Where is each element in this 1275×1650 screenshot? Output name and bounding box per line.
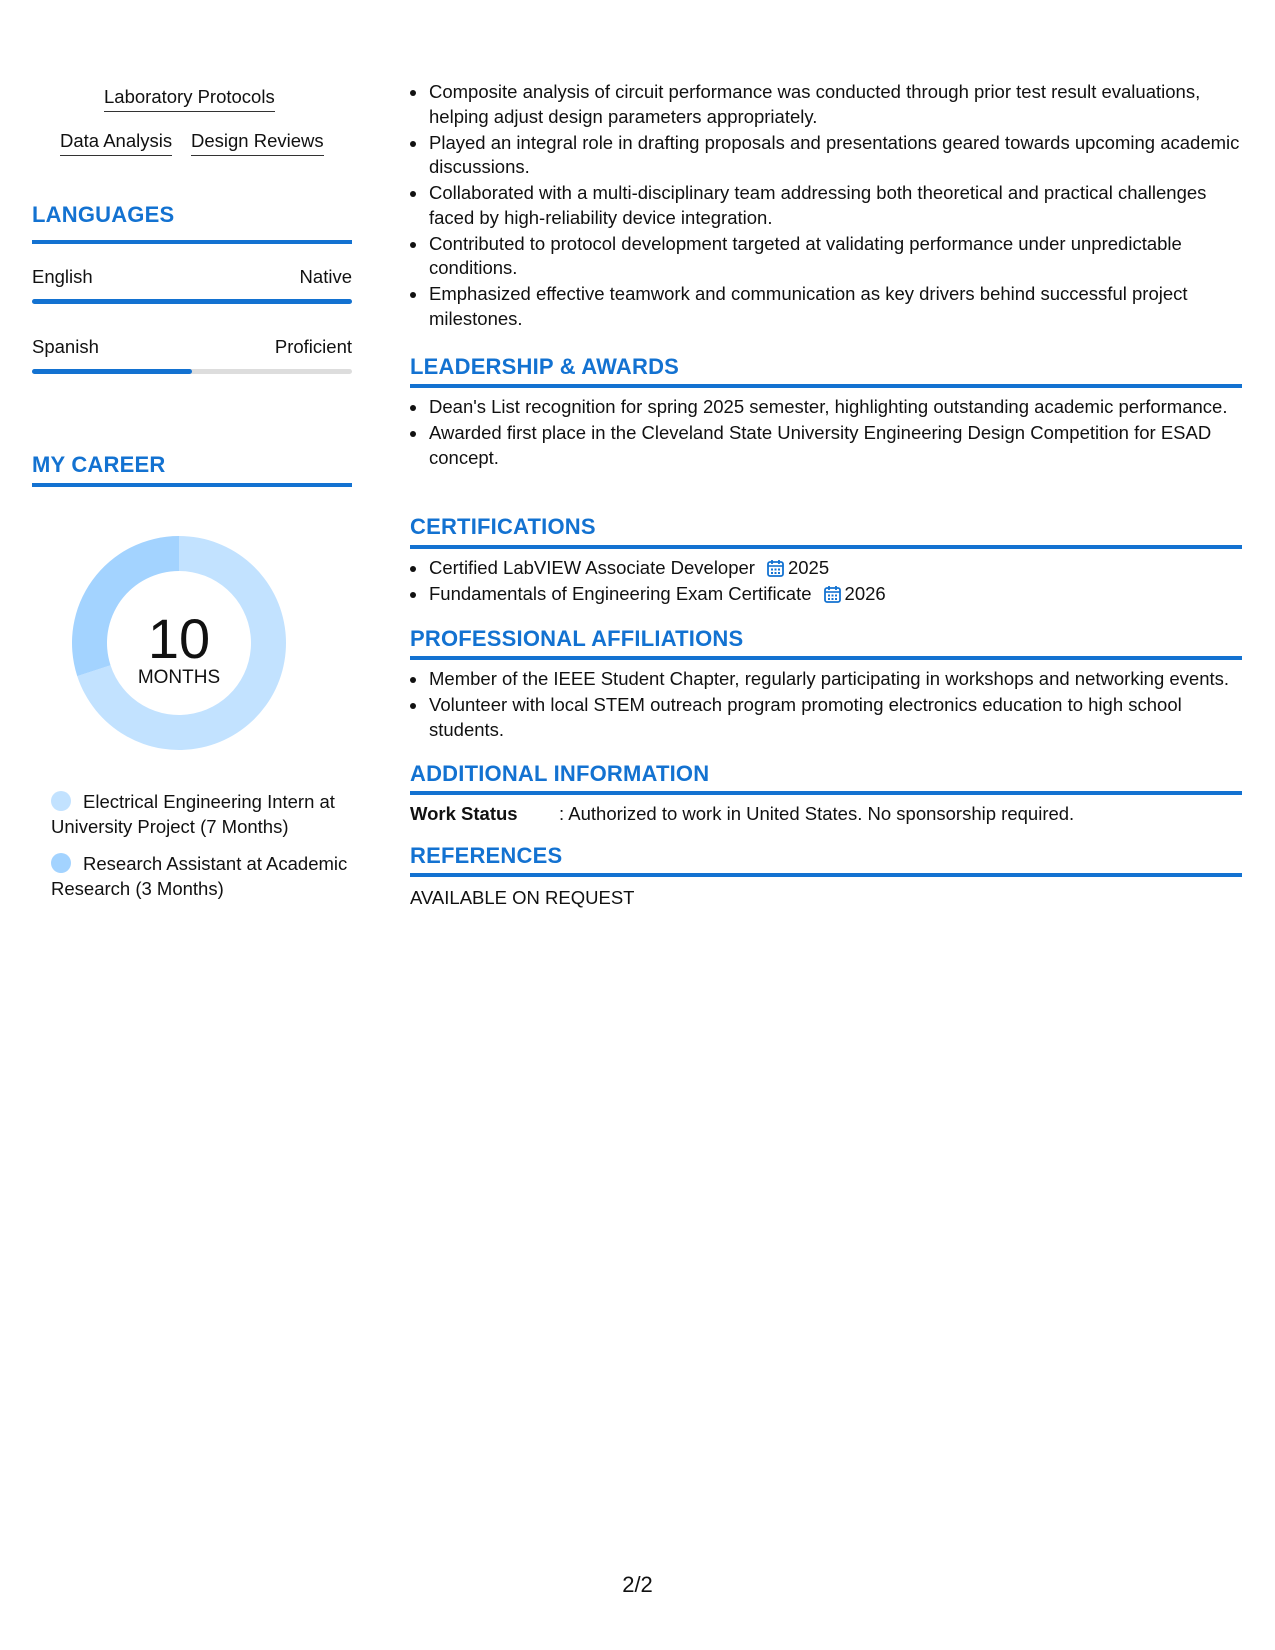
skill-tag: Laboratory Protocols bbox=[104, 86, 275, 112]
list-item: • Emphasized effective teamwork and communication as key drivers behind successful project milestones. bbox=[428, 282, 1253, 331]
calendar-icon bbox=[824, 585, 841, 603]
leadership-title: LEADERSHIP & AWARDS bbox=[410, 354, 680, 379]
language-bar bbox=[32, 299, 352, 304]
career-total-unit: MONTHS bbox=[137, 667, 221, 688]
page-number: 2/2 bbox=[622, 1572, 653, 1597]
section-rule bbox=[410, 384, 1242, 388]
career-donut-chart bbox=[66, 530, 292, 756]
language-bar-fill bbox=[32, 299, 352, 304]
list-item: • Dean's List recognition for spring 2025 semester, highlighting outstanding academic performance. bbox=[428, 395, 1253, 420]
certifications-title: CERTIFICATIONS bbox=[410, 514, 596, 539]
career-entry bbox=[51, 851, 351, 901]
certification-year: 2025 bbox=[787, 557, 830, 578]
info-value: : Authorized to work in United States. No sponsorship required. bbox=[559, 803, 1075, 824]
career-entry bbox=[51, 789, 351, 839]
languages-title: LANGUAGES bbox=[32, 202, 175, 227]
career-total-number: 10 bbox=[147, 607, 211, 670]
language-level: Native bbox=[299, 266, 352, 287]
certifications-list bbox=[410, 556, 1253, 608]
list-item: • Played an integral role in drafting proposals and presentations geared towards upcoming academic discussions. bbox=[428, 131, 1253, 180]
certification-name: Fundamentals of Engineering Exam Certificate bbox=[429, 583, 812, 604]
list-item: • Collaborated with a multi-disciplinary team addressing both theoretical and practical challenges faced by high-reliability device integration. bbox=[428, 181, 1253, 230]
career-entry-text: Electrical Engineering Intern at University Project (7 Months) bbox=[51, 791, 335, 837]
certification-name: Certified LabVIEW Associate Developer bbox=[429, 557, 755, 578]
references-title: REFERENCES bbox=[410, 843, 563, 868]
language-bar-fill bbox=[32, 369, 192, 374]
calendar-icon bbox=[767, 559, 784, 577]
section-rule bbox=[410, 545, 1242, 549]
section-rule bbox=[32, 240, 352, 244]
section-rule bbox=[410, 656, 1242, 660]
list-item: • Composite analysis of circuit performance was conducted through prior test result evaluations, helping adjust design parameters appropriately. bbox=[428, 80, 1253, 129]
skill-tag: Design Reviews bbox=[191, 130, 324, 156]
info-label: Work Status bbox=[410, 803, 518, 824]
list-item: • Contributed to protocol development targeted at validating performance under unpredictable conditions. bbox=[428, 232, 1253, 281]
career-legend-dot bbox=[51, 791, 71, 811]
affiliations-title: PROFESSIONAL AFFILIATIONS bbox=[410, 626, 744, 651]
language-bar bbox=[32, 369, 352, 374]
section-rule bbox=[410, 873, 1242, 877]
language-level: Proficient bbox=[274, 336, 352, 357]
experience-bullets bbox=[410, 80, 1253, 333]
leadership-list bbox=[410, 395, 1253, 472]
certification-year: 2026 bbox=[844, 583, 886, 604]
references-text: AVAILABLE ON REQUEST bbox=[410, 887, 635, 908]
career-legend-dot bbox=[51, 853, 71, 873]
certification-item bbox=[428, 556, 1253, 581]
affiliations-list bbox=[410, 667, 1253, 744]
list-item: • Awarded first place in the Cleveland State University Engineering Design Competition for ESAD concept. bbox=[428, 421, 1253, 470]
career-entry-text: Research Assistant at Academic Research (3 Months) bbox=[51, 853, 348, 899]
section-rule bbox=[32, 483, 352, 487]
language-name: English bbox=[32, 266, 93, 287]
section-rule bbox=[410, 791, 1242, 795]
language-name: Spanish bbox=[32, 336, 99, 357]
certification-item bbox=[428, 582, 1253, 607]
career-title: MY CAREER bbox=[32, 452, 166, 477]
skill-tag: Data Analysis bbox=[60, 130, 172, 156]
list-item: • Volunteer with local STEM outreach program promoting electronics education to high school students. bbox=[428, 693, 1253, 742]
list-item: • Member of the IEEE Student Chapter, regularly participating in workshops and networking events. bbox=[428, 667, 1253, 692]
additional-info-title: ADDITIONAL INFORMATION bbox=[410, 761, 710, 786]
